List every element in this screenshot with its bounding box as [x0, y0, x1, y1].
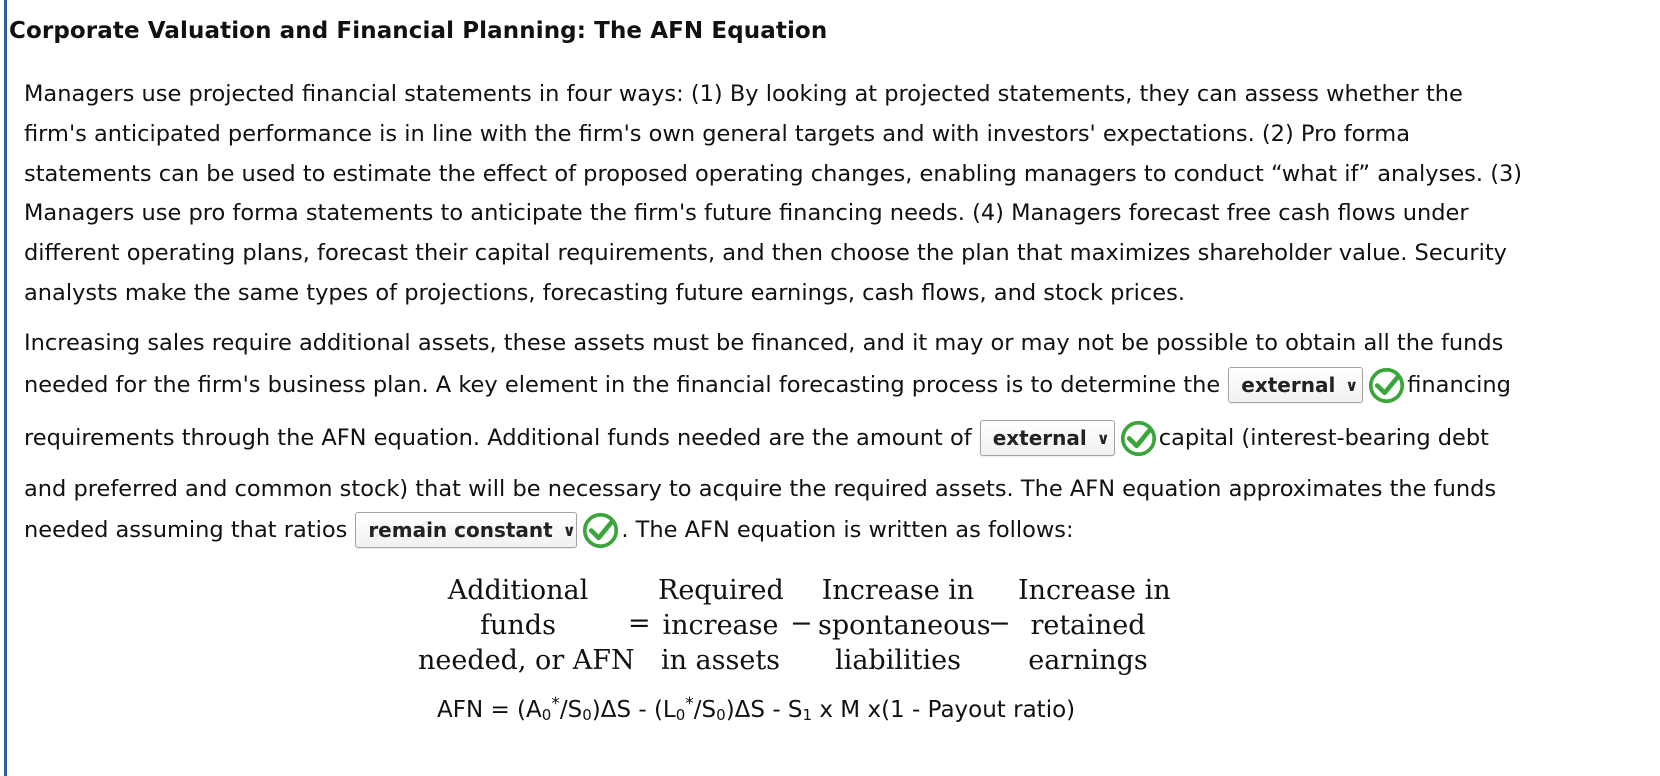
formula-subscript: 0: [582, 706, 592, 724]
equation-text: increase: [662, 610, 779, 641]
afn-formula: [437, 694, 1075, 724]
equation-text: Increase in: [1018, 575, 1171, 606]
chevron-down-icon: ∨: [562, 520, 576, 540]
afn-line-3: [24, 418, 1489, 458]
formula-subscript: 0: [541, 706, 552, 724]
formula-superscript: *: [551, 694, 560, 714]
financing-type-value: external: [1241, 373, 1336, 397]
equation-text: funds: [480, 610, 556, 641]
equation-text: Required: [658, 575, 784, 606]
equation-term-liabilities: [818, 573, 991, 678]
equation-text: retained: [1030, 610, 1146, 641]
intro-line-6: analysts make the same types of projections, forecasting future earnings, cash flows, and stock prices.: [24, 280, 1186, 306]
ratios-value: remain constant: [368, 518, 553, 542]
equation-text: needed, or AFN: [418, 645, 635, 676]
afn-word-equation: [418, 573, 1178, 683]
correct-check-icon: [1368, 367, 1405, 404]
minus-sign: −: [988, 608, 1011, 639]
correct-check-icon: [582, 512, 619, 549]
afn-line-2-text: needed for the firm's business plan. A key element in the financial forecasting process is to determine the: [24, 372, 1221, 398]
formula-subscript: 0: [716, 706, 726, 724]
formula-superscript: *: [685, 694, 694, 714]
correct-check-icon: [1120, 420, 1157, 457]
equation-text: Increase in: [821, 575, 975, 606]
equation-term-assets: [658, 573, 783, 678]
formula-subscript: 0: [675, 706, 686, 724]
minus-sign: −: [790, 608, 813, 639]
ratios-dropdown[interactable]: [355, 512, 577, 548]
intro-line-5: different operating plans, forecast their capital requirements, and then choose the plan that maximizes shareholder value. Security: [24, 240, 1507, 266]
equation-text: liabilities: [835, 645, 961, 676]
formula-text: )ΔS - S: [725, 697, 803, 723]
capital-type-value: external: [992, 426, 1087, 450]
afn-line-5-text: needed assuming that ratios: [24, 517, 348, 543]
equation-text: spontaneous: [818, 610, 991, 641]
formula-text: x M x(1 - Payout ratio): [812, 697, 1076, 723]
intro-line-1: Managers use projected financial statements in four ways: (1) By looking at projected statements, they can assess whether the: [24, 81, 1463, 107]
page-title: Corporate Valuation and Financial Planning: The AFN Equation: [9, 18, 828, 44]
intro-line-3: statements can be used to estimate the effect of proposed operating changes, enabling managers to conduct “what if” analyses. (3): [24, 161, 1523, 187]
equals-sign: =: [628, 608, 651, 639]
intro-line-4: Managers use pro forma statements to anticipate the firm's future financing needs. (4) Managers forecast free cash flows under: [24, 200, 1469, 226]
equation-text: Additional: [447, 575, 589, 606]
afn-line-3-text: requirements through the AFN equation. Additional funds needed are the amount of: [24, 425, 972, 451]
afn-line-5-text-end: . The AFN equation is written as follows:: [621, 517, 1074, 543]
afn-line-2-text-end: financing: [1407, 372, 1511, 398]
equation-term-afn: [418, 573, 635, 678]
afn-line-5: [24, 510, 1074, 550]
chevron-down-icon: ∨: [1345, 375, 1359, 395]
capital-type-dropdown[interactable]: [980, 420, 1115, 456]
equation-term-earnings: [1018, 573, 1171, 678]
formula-subscript: 1: [802, 706, 813, 724]
formula-text: AFN = (A: [437, 697, 542, 723]
afn-line-4: and preferred and common stock) that will be necessary to acquire the required assets. The AFN equation approximates the funds: [24, 476, 1497, 502]
equation-text: in assets: [660, 645, 781, 676]
equation-text: earnings: [1028, 645, 1148, 676]
formula-text: /S: [693, 697, 717, 723]
financing-type-dropdown[interactable]: [1228, 367, 1363, 403]
formula-text: /S: [559, 697, 583, 723]
afn-line-1: Increasing sales require additional assets, these assets must be financed, and it may or may not be possible to obtain all the funds: [24, 330, 1504, 356]
chevron-down-icon: ∨: [1096, 428, 1110, 448]
formula-text: )ΔS - (L: [591, 697, 676, 723]
afn-line-2: [24, 365, 1511, 405]
afn-line-3-text-end: capital (interest-bearing debt: [1158, 425, 1489, 451]
intro-line-2: firm's anticipated performance is in line with the firm's own general targets and with investors' expectations. (2) Pro forma: [24, 121, 1410, 147]
